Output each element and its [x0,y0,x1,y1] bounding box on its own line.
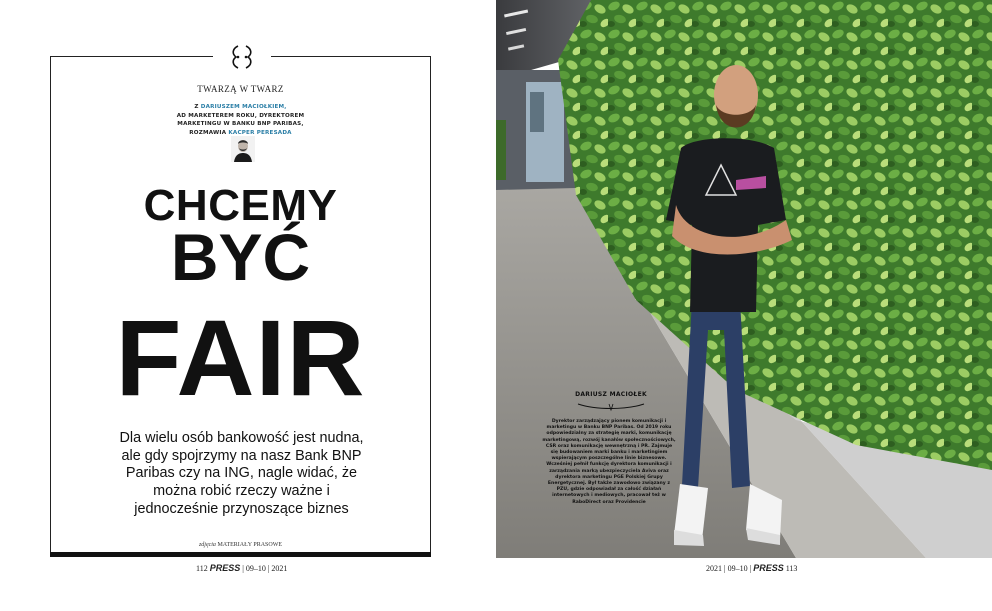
interviewer-name: KACPER PERESADA [228,129,292,136]
byline-line-2: AD MARKETEREM ROKU, DYREKTOREM [176,112,305,119]
right-page-footer [706,563,797,573]
caption-swoosh-icon [576,402,646,412]
left-page-footer [196,563,287,573]
ornament-icon [213,44,271,70]
photo-credit [50,542,431,548]
byline-line-3: MARKETINGU W BANKU BNP PARIBAS, [177,121,304,127]
interview-byline [50,103,431,137]
byline-prefix: Z [194,104,201,110]
caption-name: DARIUSZ MACIOŁEK [575,391,647,398]
photo-credit-label: zdjęcia [198,542,216,548]
right-footer-issue: 2021 | 09–10 | [706,564,752,573]
left-page-number: 112 [196,564,208,573]
author-portrait [231,136,255,162]
byline-prefix-2: ROZMAWIA [189,129,229,136]
interviewee-name: DARIUSZEM MACIOŁKIEM, [200,104,287,110]
section-label: TWARZĄ W TWARZ [197,84,284,94]
left-footer-brand: PRESS [209,563,241,573]
right-page-number: 113 [785,564,798,573]
lead-paragraph: Dla wielu osób bankowość jest nudna, ale gdy spojrzymy na nasz Bank BNP Paribas czy na ING, nagle widać, że można robić rzeczy ważne i jednocześnie przynoszące biznes [119,430,364,517]
left-footer-issue: | 09–10 | 2021 [242,564,288,573]
photo-credit-value: MATERIAŁY PRASOWE [217,542,283,548]
headline-line-3: FAIR [115,297,366,418]
headline-line-2: BYĆ [170,220,311,294]
headline-line-1: CHCEMY [143,181,338,230]
left-page-bottom-rule [50,552,431,557]
caption-bio: Dyrektor zarządzający pionem komunikacji i marketingu w Banku BNP Paribas. Od 2019 roku odpowiedzialny za strategię marki, komunikację marketingową, rozwój kanałów społecznościowych, CSR oraz komunikację wewnętrzną i PR. Zajmuje się budowaniem marki banku i marketingiem wspierającym poszczególne linie biznesowe. Wcześniej pełnił funkcję dyrektora komunikacji i zarządzania marką ubezpieczyciela Aviva oraz dyrektora marketingu PGE Polskiej Grupy Energetycznej. Był także zawodowo związany z PZU, gdzie odpowiadał za całość działań internetowych i mediowych, pracował też w RaboDirect oraz Providencie [542,419,676,505]
right-footer-brand: PRESS [753,563,784,573]
